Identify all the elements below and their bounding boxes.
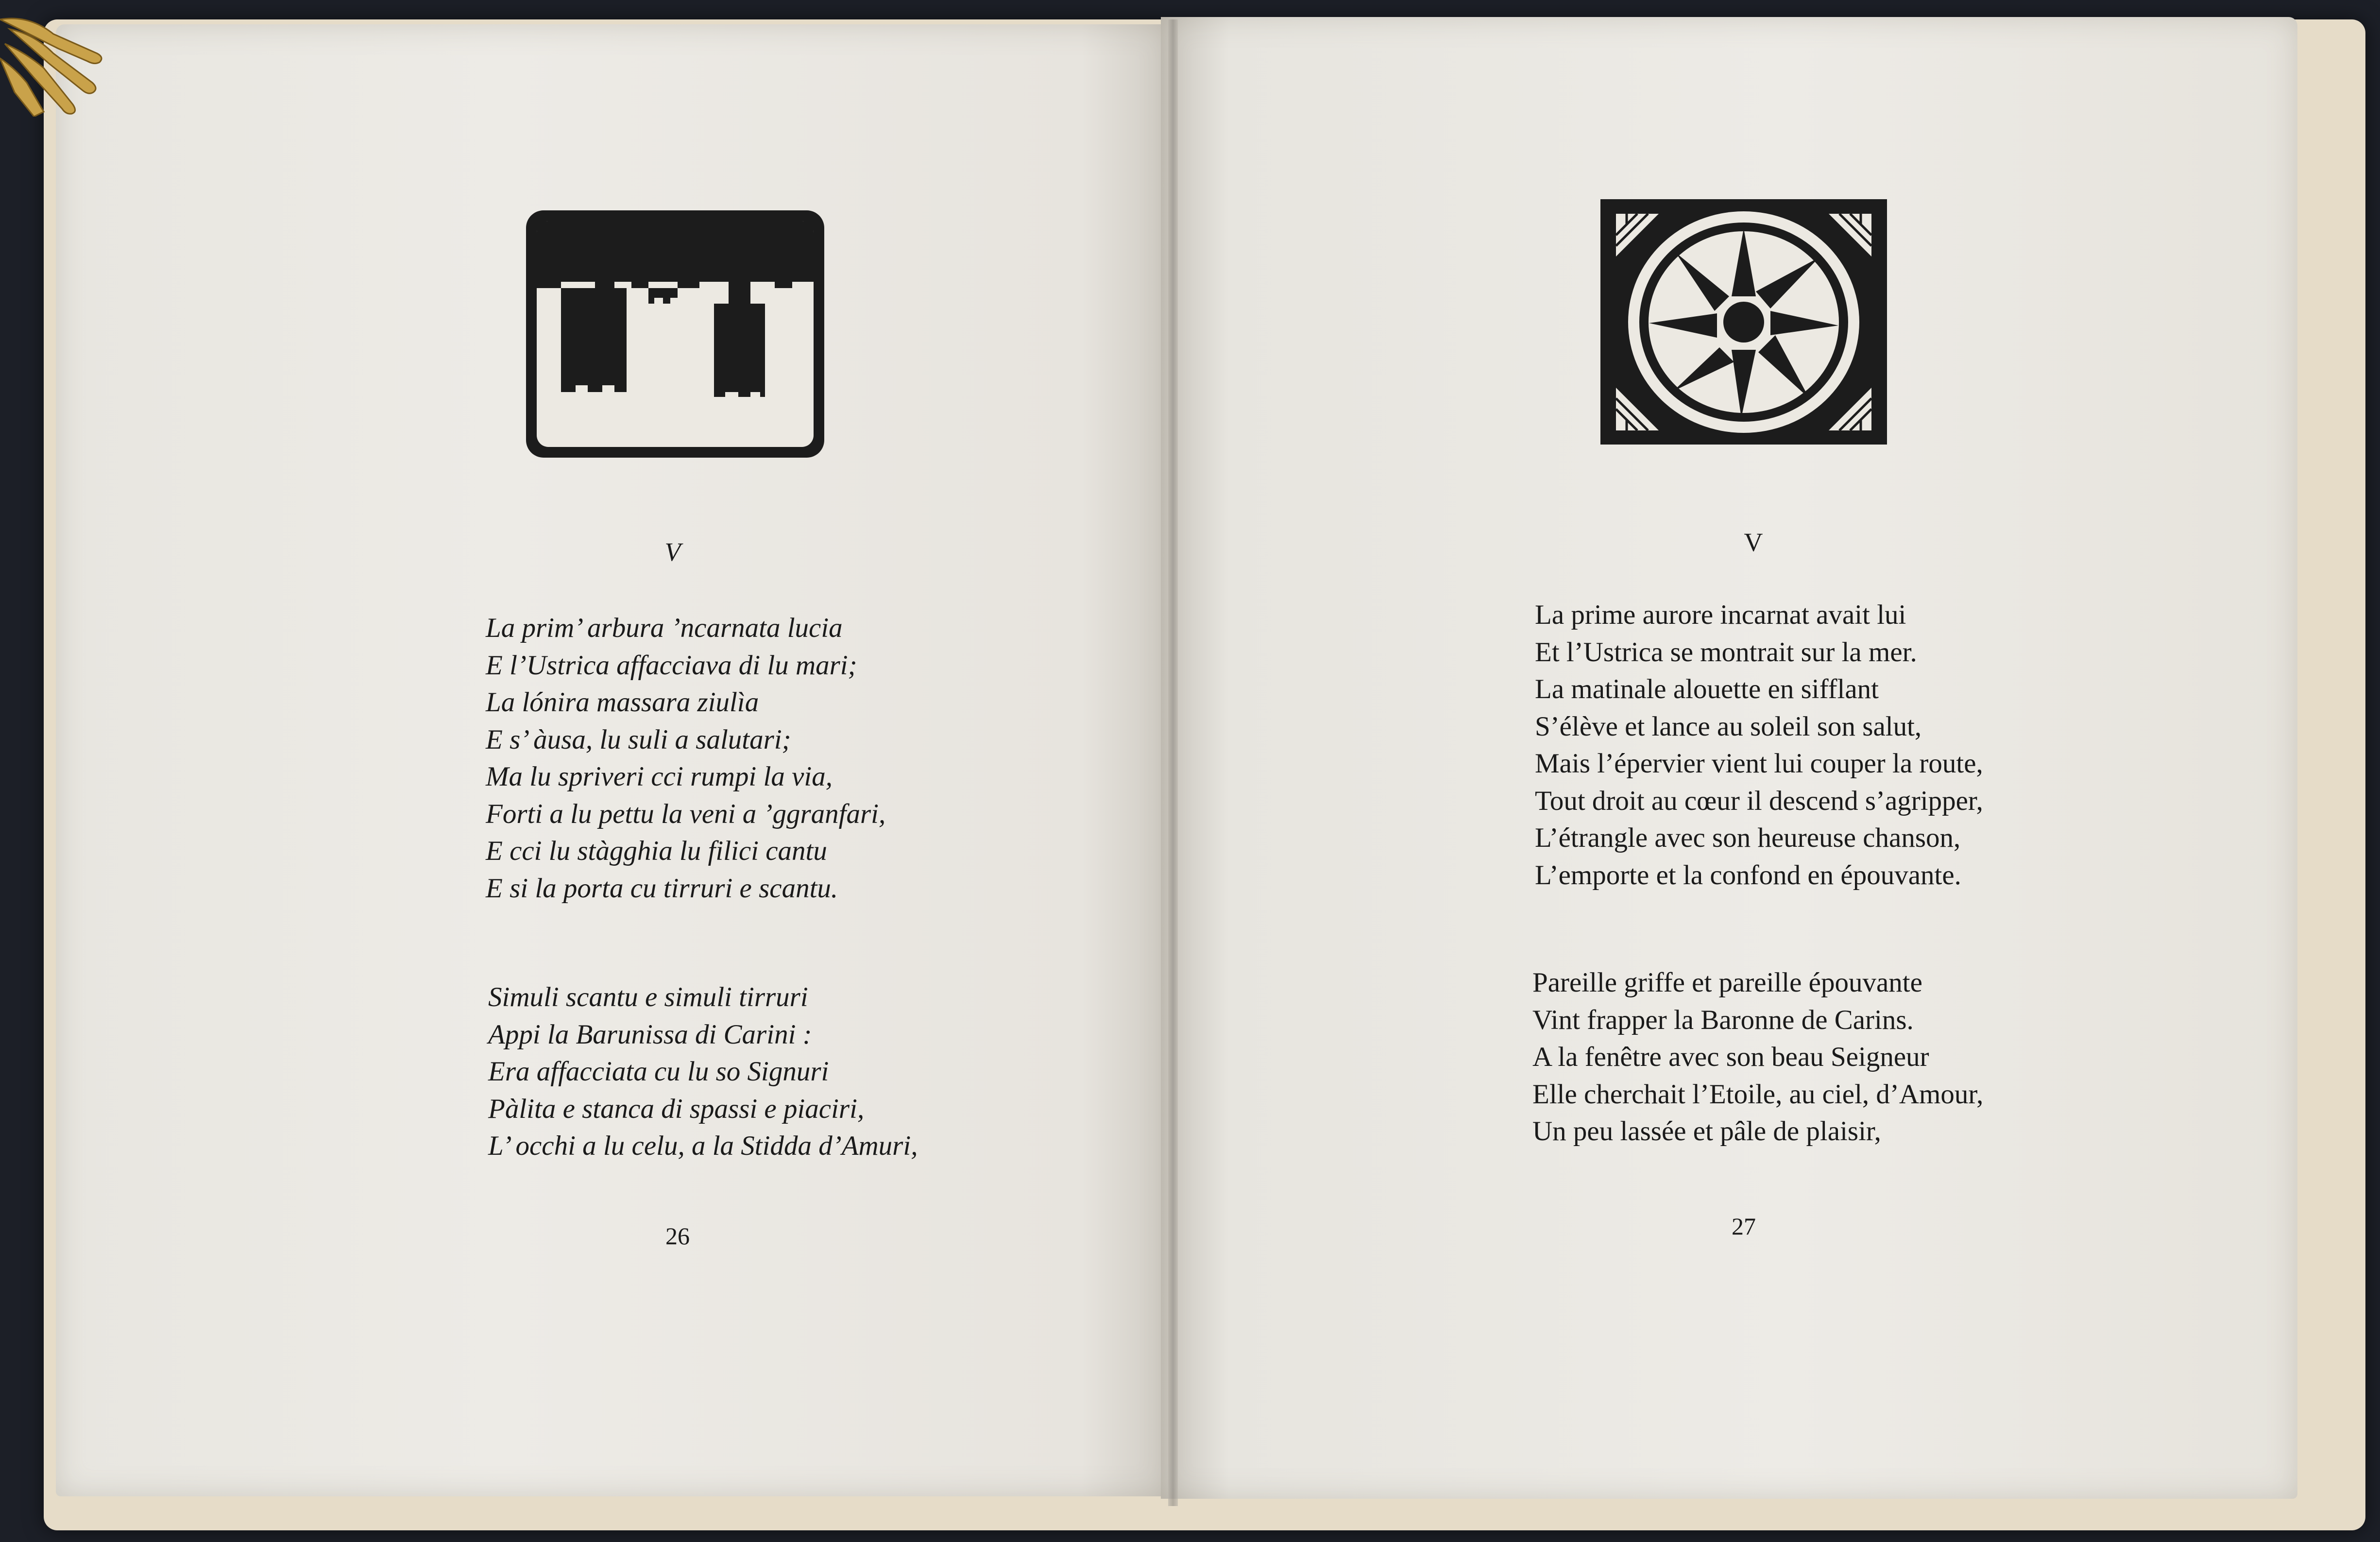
- verse-line: E si la porta cu tirruri e scantu.: [486, 873, 838, 904]
- page-number-left: 26: [665, 1222, 690, 1250]
- italian-stanza-2: [488, 979, 918, 1165]
- verse-line: Simuli scantu e simuli tirruri: [488, 982, 808, 1012]
- section-numeral-left: V: [664, 537, 681, 566]
- french-stanza-2: [1532, 964, 1983, 1150]
- verse-line: Forti a lu pettu la veni a ’ggranfari,: [486, 798, 886, 829]
- verse-line: E s’ àusa, lu suli a salutari;: [486, 724, 791, 755]
- verse-line: Appi la Barunissa di Carini :: [488, 1019, 812, 1050]
- verse-line: La prim’ arbura ’ncarnata lucia: [486, 613, 843, 643]
- castle-towers-woodcut-icon: [522, 206, 828, 462]
- french-stanza-1: [1535, 597, 1983, 894]
- verse-line: Elle cherchait l’Etoile, au ciel, d’Amour,: [1532, 1079, 1984, 1110]
- verse-line: La lónira massara ziulìa: [486, 687, 759, 718]
- verse-line: Era affacciata cu lu so Signuri: [488, 1056, 829, 1087]
- verse-line: La matinale alouette en sifflant: [1535, 674, 1879, 704]
- verse-line: Ma lu spriveri cci rumpi la via,: [486, 761, 833, 792]
- verse-line: Pàlita e stanca di spassi e piaciri,: [488, 1093, 865, 1124]
- compass-star-woodcut-icon: [1596, 194, 1892, 449]
- verse-line: Un peu lassée et pâle de plaisir,: [1532, 1116, 1881, 1147]
- italian-stanza-1: [486, 610, 885, 907]
- verse-line: L’ occhi a lu celu, a la Stidda d’Amuri,: [488, 1131, 918, 1161]
- verse-line: Vint frapper la Baronne de Carins.: [1532, 1004, 1914, 1035]
- section-numeral-right: V: [1744, 528, 1763, 557]
- verse-line: Pareille griffe et pareille épouvante: [1532, 967, 1922, 998]
- verse-line: E l’Ustrica affacciava di lu mari;: [486, 650, 857, 681]
- verse-line: S’élève et lance au soleil son salut,: [1535, 711, 1922, 742]
- verse-line: Mais l’épervier vient lui couper la route,: [1535, 748, 1983, 779]
- page-number-right: 27: [1732, 1213, 1756, 1240]
- book-gutter: [1168, 19, 1178, 1506]
- verse-line: Tout droit au cœur il descend s’agripper,: [1535, 785, 1983, 816]
- verse-line: La prime aurore incarnat avait lui: [1535, 600, 1906, 630]
- verse-line: L’étrangle avec son heureuse chanson,: [1535, 822, 1961, 853]
- verse-line: E cci lu stàgghia lu filici cantu: [486, 836, 827, 866]
- hand-ornament-icon: [0, 0, 117, 117]
- verse-line: A la fenêtre avec son beau Seigneur: [1532, 1042, 1929, 1072]
- verse-line: L’emporte et la confond en épouvante.: [1535, 859, 1961, 891]
- verse-line: Et l’Ustrica se montrait sur la mer.: [1535, 636, 1917, 668]
